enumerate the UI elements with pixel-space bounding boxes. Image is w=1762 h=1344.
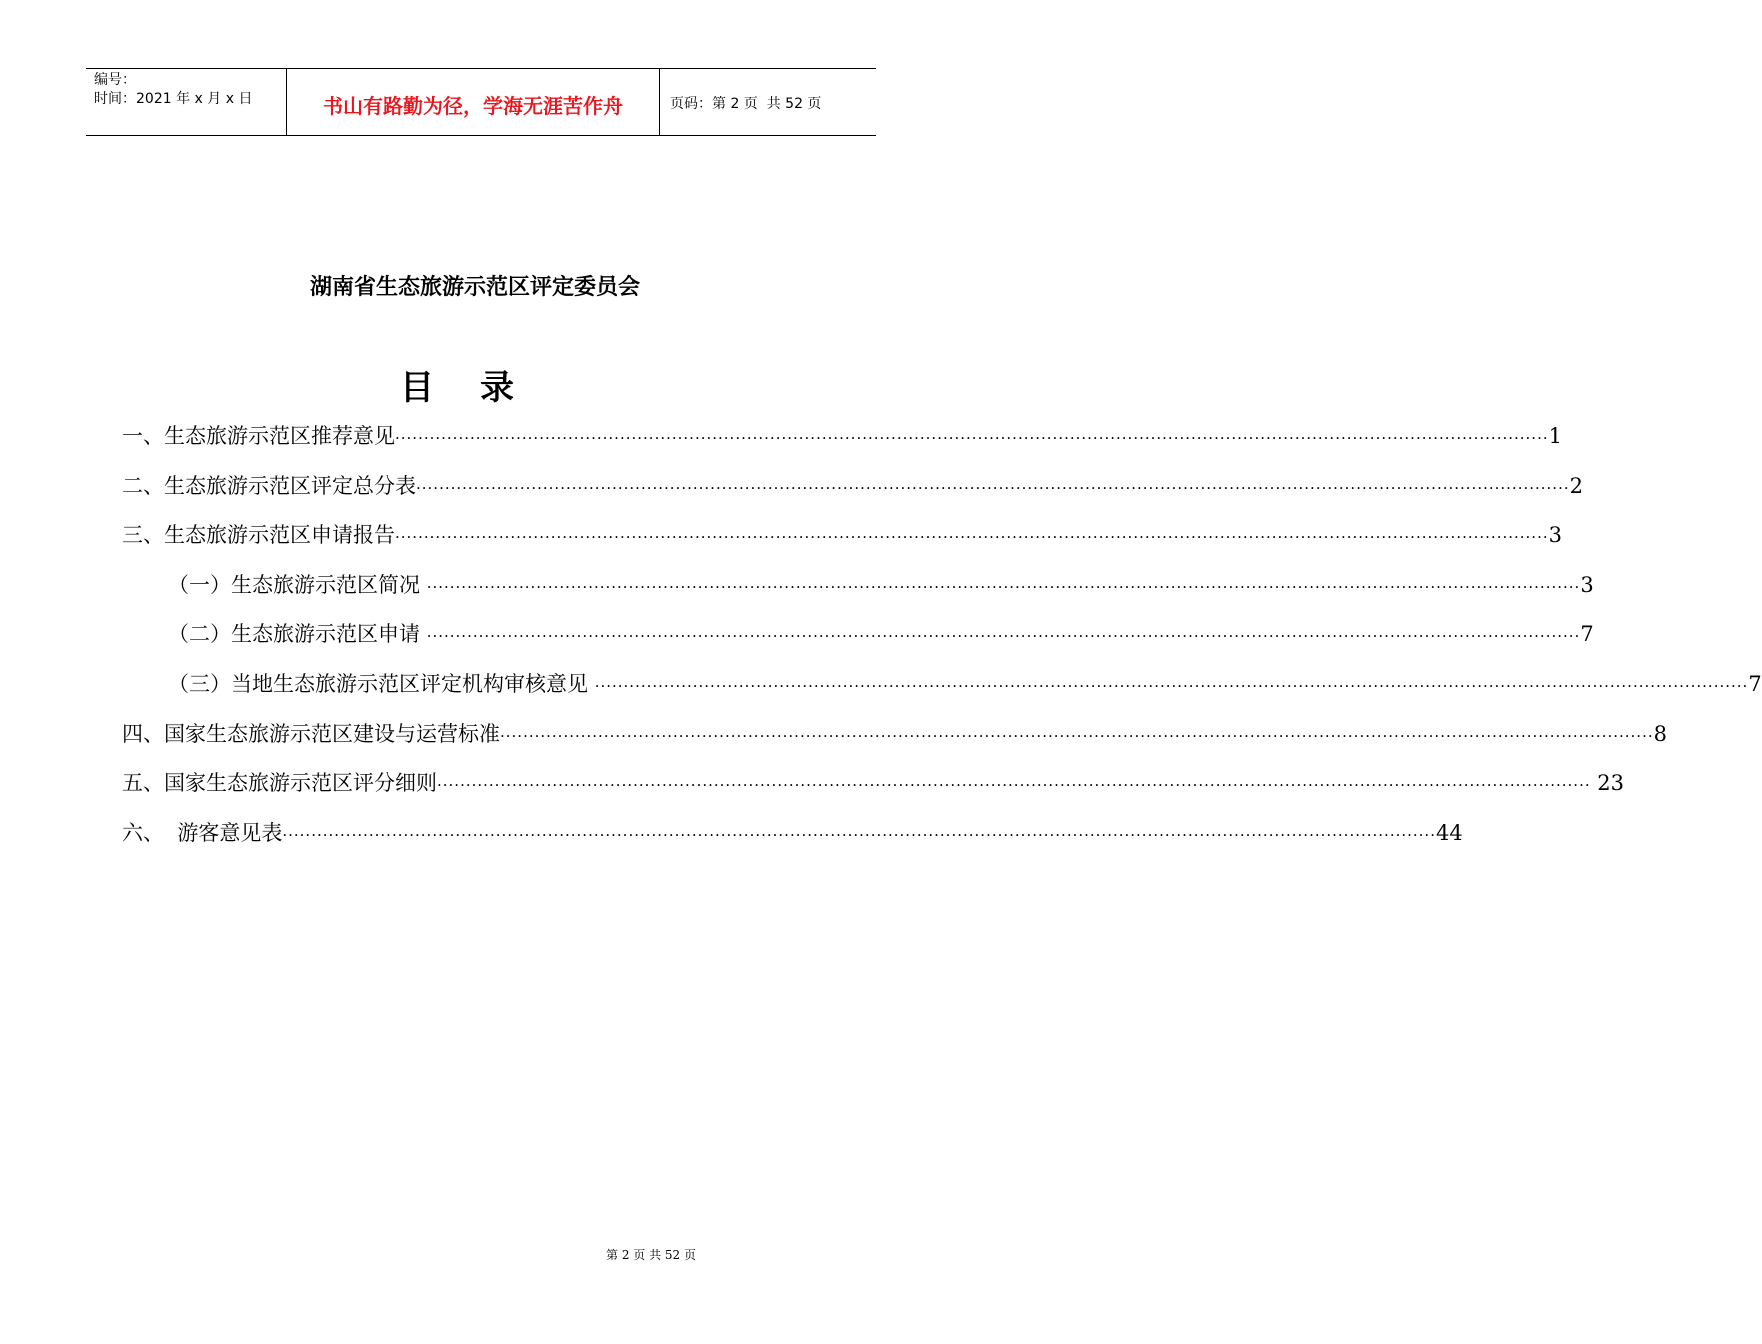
- toc-subentry[interactable]: [122, 565, 1594, 615]
- toc-entry-page: 8: [1653, 721, 1667, 746]
- toc-leader-dots: ········································································································································································································: [437, 776, 1591, 795]
- toc-entry-page: 7: [1748, 671, 1762, 696]
- toc-entry-label: 六、 游客意见表: [122, 820, 283, 845]
- toc-entry-label: 三、生态旅游示范区申请报告: [122, 523, 395, 548]
- toc-entry[interactable]: [122, 813, 1463, 863]
- toc-entry-page: 44: [1435, 820, 1463, 845]
- toc-entry[interactable]: [122, 416, 1562, 466]
- header-meta: [86, 69, 286, 135]
- toc-entry-label: （三）当地生态旅游示范区评定机构审核意见: [168, 671, 595, 696]
- time-label: 时间：2021 年 x 月 x 日: [94, 91, 253, 107]
- toc-entry[interactable]: [122, 714, 1667, 764]
- toc-subentry[interactable]: [122, 614, 1594, 664]
- toc-entry-page: 1: [1548, 424, 1562, 448]
- toc-entry-label: 一、生态旅游示范区推荐意见: [122, 424, 395, 448]
- toc-entry-page: 2: [1569, 473, 1583, 498]
- toc-title: 目录: [400, 368, 560, 408]
- header-motto: 书山有路勤为径，学海无涯苦作舟: [286, 69, 660, 135]
- table-of-contents: [122, 416, 1762, 862]
- toc-entry-page: 3: [1548, 523, 1562, 548]
- toc-leader-dots: ········································································································································································································: [594, 676, 1749, 695]
- toc-leader-dots: ········································································································································································································: [416, 478, 1570, 497]
- toc-entry[interactable]: [122, 466, 1583, 516]
- toc-entry[interactable]: [122, 763, 1625, 813]
- toc-entry-page: 23: [1590, 771, 1625, 796]
- toc-entry-page: 7: [1580, 622, 1594, 647]
- number-label: 编号：: [94, 72, 136, 88]
- page-footer: 第 2 页 共 52 页: [606, 1248, 696, 1262]
- toc-leader-dots: ········································································································································································································: [500, 726, 1654, 745]
- toc-leader-dots: ········································································································································································································: [426, 577, 1581, 596]
- toc-entry[interactable]: [122, 515, 1562, 565]
- header-page-info: 页码：第 2 页 共 52 页: [670, 96, 822, 112]
- page-header: [86, 68, 876, 136]
- toc-entry-label: （一）生态旅游示范区简况: [168, 572, 427, 597]
- toc-leader-dots: ········································································································································································································: [395, 528, 1549, 547]
- toc-leader-dots: ········································································································································································································: [282, 825, 1436, 844]
- toc-entry-label: 五、国家生态旅游示范区评分细则: [122, 771, 437, 796]
- toc-entry-label: 四、国家生态旅游示范区建设与运营标准: [122, 721, 500, 746]
- toc-leader-dots: ········································································································································································································: [426, 627, 1581, 646]
- organization-title: 湖南省生态旅游示范区评定委员会: [309, 275, 640, 300]
- toc-entry-label: （二）生态旅游示范区申请: [168, 622, 427, 647]
- toc-entry-label: 二、生态旅游示范区评定总分表: [122, 473, 416, 498]
- toc-subentry[interactable]: [122, 664, 1762, 714]
- toc-entry-page: 3: [1580, 572, 1594, 597]
- toc-leader-dots: ········································································································································································································: [395, 429, 1549, 447]
